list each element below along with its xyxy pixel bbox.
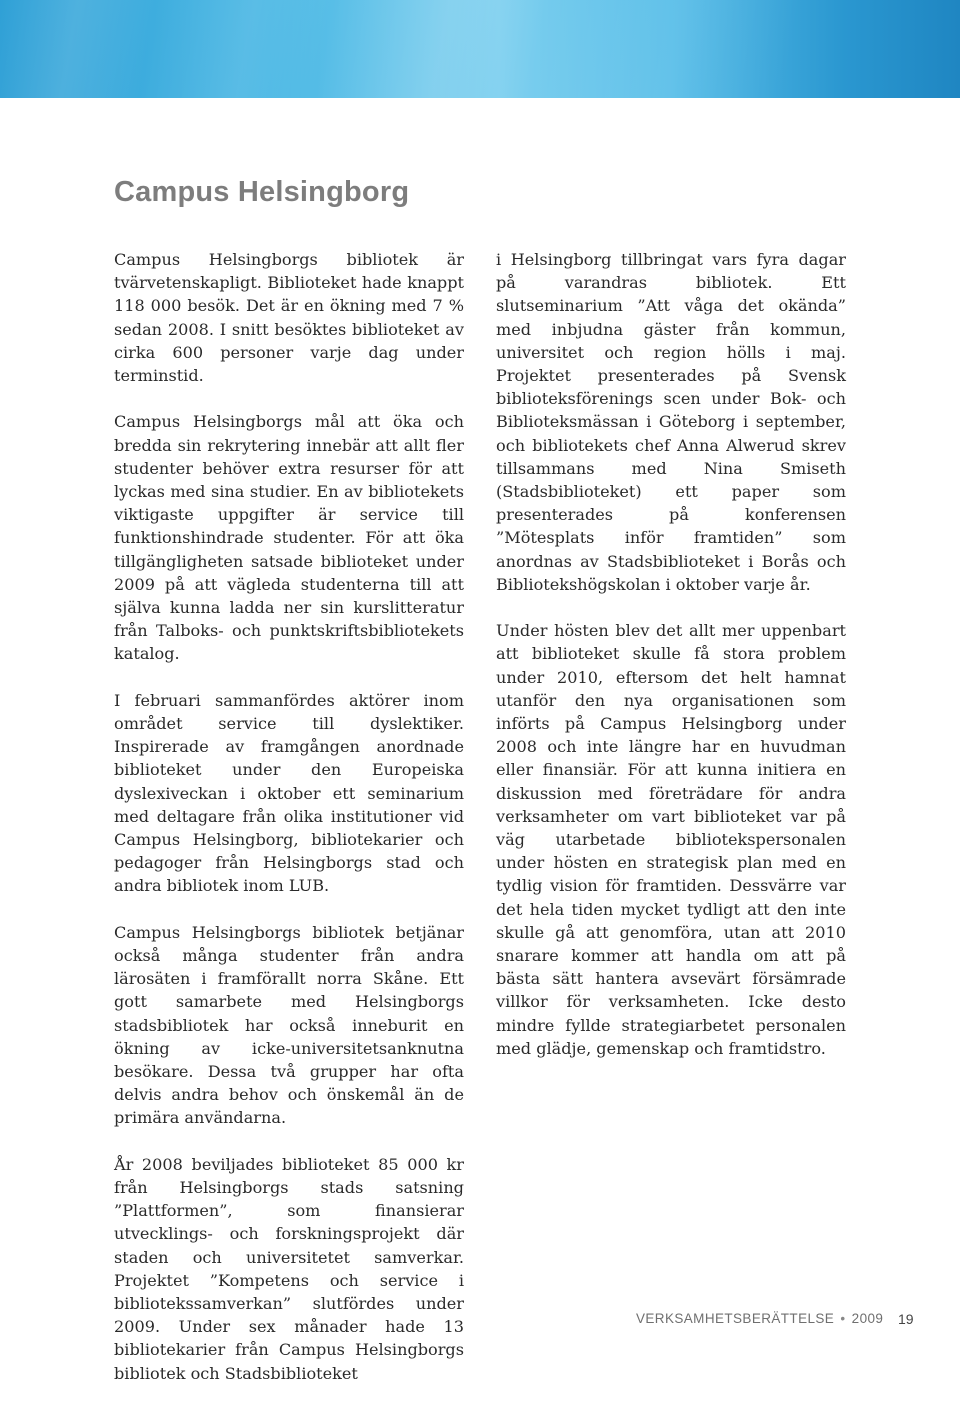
paragraph: Campus Helsingborgs bibliotek är tvärvetenskapligt. Biblioteket hade knappt 118 000 besök. Det är en ökning med 7 % sedan 2008. I snitt besöktes biblioteket av cirka 600 personer varje dag under terminstid. (114, 250, 464, 386)
page-title: Campus Helsingborg (114, 176, 410, 208)
left-column (114, 248, 464, 1408)
paragraph: Under hösten blev det allt mer uppenbart att biblioteket skulle få stora problem under 2010, eftersom det helt hamnat utanför den nya organisationen som införts på Campus Helsingborg under 2008 och inte längre har en huvudman eller finansiär. För att kunna initiera en diskussion med företrädare för andra verksamheter om vart biblioteket var på väg utarbetade bibliotekspersonalen under hösten en strategisk plan med en tydlig vision för framtiden. Dessvärre var det hela tiden mycket tydligt att den inte skulle gå att genomföra, utan att 2010 snarare kommer att handla om att på bästa sätt hantera avsevärt försämrade villkor för verksamheten. Icke desto mindre fyllde strategiarbetet personalen med glädje, gemenskap och framtidstro. (496, 621, 846, 1058)
right-column (496, 248, 846, 1083)
paragraph: I februari sammanfördes aktörer inom området service till dyslektiker. Inspirerade av framgången anordnade biblioteket under den Europeiska dyslexiveckan i oktober ett seminarium med deltagare från olika institutioner vid Campus Helsingborg, bibliotekarier och pedagoger från Helsingborgs stad och andra bibliotek inom LUB. (114, 690, 464, 896)
paragraph: Campus Helsingborgs mål att öka och bredda sin rekrytering innebär att allt fler studenter behöver extra resurser för att lyckas med sina studier. En av bibliotekets viktigaste uppgifter är service till funktionshindrade studenter. För att öka tillgängligheten satsade biblioteket under 2009 på att vägleda studenterna till att själva kunna ladda ner sin kurslitteratur från Talboks- och punktskriftsbibliotekets katalog. (114, 412, 464, 664)
header-banner (0, 0, 960, 98)
paragraph: Campus Helsingborgs bibliotek betjänar också många studenter från andra lärosäten i framförallt norra Skåne. Ett gott samarbete med Helsingborgs stadsbibliotek har också inneburit en ökning av icke-universitetsanknutna besökare. Dessa två grupper har ofta delvis andra behov och önskemål än de primära användarna. (114, 922, 464, 1128)
footer-report-label (636, 1311, 883, 1326)
separator-dot: • (840, 1311, 846, 1326)
page-number: 19 (898, 1311, 914, 1327)
report-year: 2009 (851, 1311, 884, 1326)
report-title: VERKSAMHETSBERÄTTELSE (636, 1311, 835, 1326)
paragraph: År 2008 beviljades biblioteket 85 000 kr från Helsingborgs stads satsning ”Plattformen”, som finansierar utvecklings- och forskningsprojekt där staden och universitetet samverkar. Projektet ”Kompetens och service i bibliotekssamverkan” slutfördes under 2009. Under sex månader hade 13 bibliotekarier från Campus Helsingborgs bibliotek och Stadsbiblioteket (114, 1154, 464, 1383)
paragraph: i Helsingborg tillbringat vars fyra dagar på varandras bibliotek. Ett slutseminarium ”Att våga det okända” med inbjudna gäster från kommun, universitet och region hölls i maj. Projektet presenterades på Svensk biblioteksförenings scen under Bok- och Biblioteksmässan i Göteborg i september, och bibliotekets chef Anna Alwerud skrev tillsammans med Nina Smiseth (Stadsbiblioteket) ett paper som presenterades på konferensen ”Mötesplats inför framtiden” som anordnas av Stadsbiblioteket i Borås och Bibliotekshögskolan i oktober varje år. (496, 250, 846, 594)
